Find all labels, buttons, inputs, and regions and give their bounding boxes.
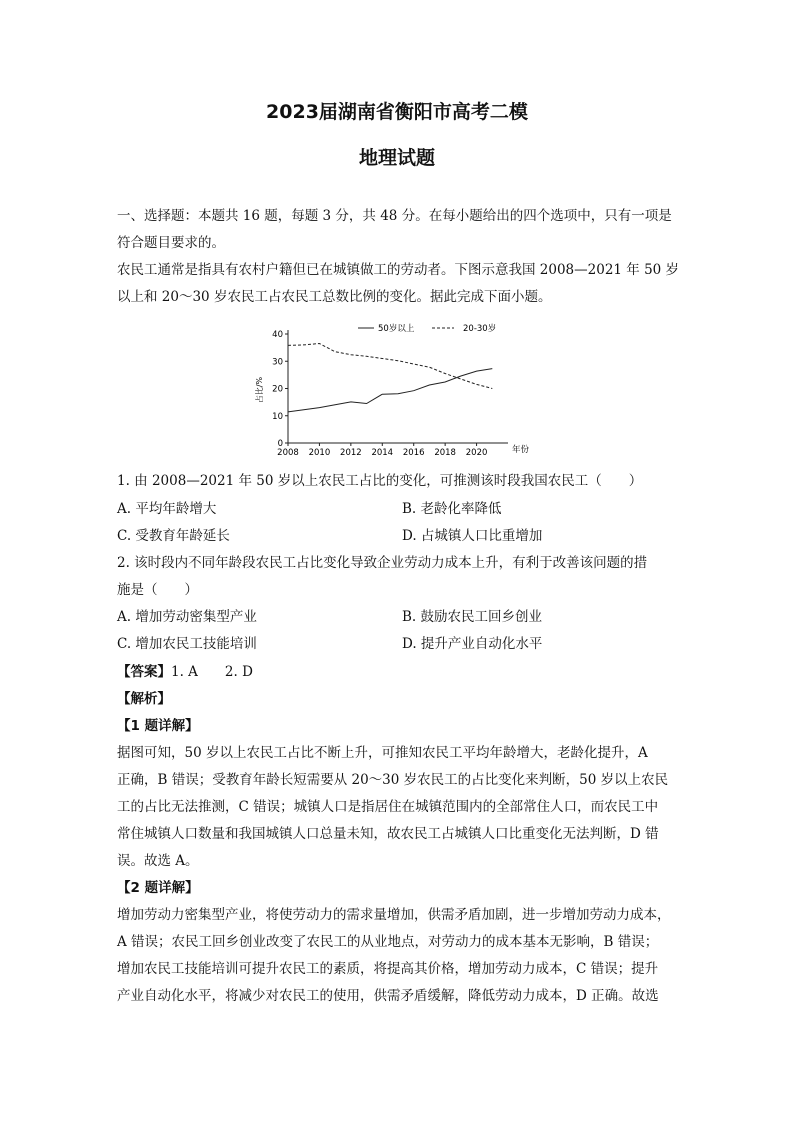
y-tick-label: 20	[272, 384, 283, 395]
x-tick-label: 2020	[465, 448, 488, 458]
line-chart	[250, 318, 550, 460]
q2-stem-line-1: 2. 该时段内不同年龄段农民工占比变化导致企业劳动力成本上升，有利于改善该问题的措	[117, 555, 648, 571]
y-tick-label: 30	[272, 357, 283, 368]
detail-1-line: 常住城镇人口数量和我国城镇人口总量未知，故农民工占城镇人口比重变化无法判断，D 错	[117, 826, 659, 842]
x-tick-label: 2010	[308, 448, 331, 458]
q2-option-c: C. 增加农民工技能培训	[117, 636, 257, 652]
q1-option-a: A. 平均年龄增大	[117, 501, 217, 517]
analysis-label: 【解析】	[117, 691, 171, 707]
x-ticks	[277, 443, 487, 458]
y-tick-label: 40	[272, 330, 283, 340]
intro-line-2: 以上和 20～30 岁农民工占农民工总数比例的变化。据此完成下面小题。	[117, 289, 552, 305]
detail-1-line: 工的占比无法推测，C 错误；城镇人口是指居住在城镇范围内的全部常住人口，而农民工中	[117, 799, 659, 815]
q1-option-d: D. 占城镇人口比重增加	[402, 528, 543, 544]
y-tick-label: 0	[277, 439, 283, 449]
chart-legend	[358, 323, 496, 334]
document-title: 2023届湖南省衡阳市高考二模	[266, 101, 528, 123]
legend-label-20-30: 20-30岁	[463, 324, 497, 334]
y-axis-label: 占比/%	[255, 376, 264, 404]
q1-stem: 1. 由 2008—2021 年 50 岁以上农民工占比的变化，可推测该时段我国农民工（ ）	[117, 473, 643, 489]
detail-2-line: 产业自动化水平，将减少对农民工的使用，供需矛盾缓解，降低劳动力成本，D 正确。故选	[117, 988, 659, 1004]
x-tick-label: 2016	[402, 448, 425, 458]
q2-stem-line-2: 施是（ ）	[117, 582, 198, 598]
detail-1-label: 【1 题详解】	[117, 718, 199, 734]
detail-2-label: 【2 题详解】	[117, 880, 199, 896]
document-subtitle: 地理试题	[358, 147, 435, 169]
x-tick-label: 2014	[371, 448, 394, 458]
answer-line	[117, 660, 253, 680]
intro-line-1: 农民工通常是指具有农村户籍但已在城镇做工的劳动者。下图示意我国 2008—2021 年 50 岁	[117, 262, 680, 278]
q2-option-b: B. 鼓励农民工回乡创业	[402, 609, 543, 625]
y-ticks	[272, 330, 288, 449]
section-instruction-line-1: 一、选择题：本题共 16 题，每题 3 分，共 48 分。在每小题给出的四个选项中，只有一项是	[117, 208, 672, 224]
answer-value: 1. A 2. D	[171, 664, 253, 680]
chart-axes	[288, 330, 508, 443]
section-instruction-line-2: 符合题目要求的。	[117, 235, 225, 251]
series-line-50plus	[288, 369, 492, 412]
detail-2-line: 增加农民工技能培训可提升农民工的素质，将提高其价格，增加劳动力成本，C 错误；提升	[117, 961, 659, 977]
q2-option-a: A. 增加劳动密集型产业	[117, 609, 257, 625]
x-tick-label: 2018	[434, 448, 456, 458]
answer-label: 【答案】	[117, 664, 171, 680]
detail-1-line: 正确，B 错误；受教育年龄长短需要从 20～30 岁农民工的占比变化来判断，50 岁以上农民	[117, 772, 669, 788]
legend-label-50plus: 50岁以上	[378, 324, 415, 334]
q1-option-c: C. 受教育年龄延长	[117, 528, 230, 544]
x-tick-label: 2012	[340, 448, 362, 458]
series-line-20-30	[288, 344, 492, 389]
chart-series	[288, 344, 492, 412]
detail-1-line: 误。故选 A。	[117, 853, 199, 869]
q2-option-d: D. 提升产业自动化水平	[402, 636, 543, 652]
x-axis-label: 年份	[512, 445, 530, 455]
q1-option-b: B. 老龄化率降低	[402, 501, 502, 517]
detail-2-line: A 错误；农民工回乡创业改变了农民工的从业地点，对劳动力的成本基本无影响，B 错误；	[117, 934, 659, 950]
detail-2-line: 增加劳动力密集型产业，将使劳动力的需求量增加，供需矛盾加剧，进一步增加劳动力成本，	[117, 907, 671, 923]
detail-1-line: 据图可知，50 岁以上农民工占比不断上升，可推知农民工平均年龄增大，老龄化提升，A	[117, 745, 648, 761]
y-tick-label: 10	[272, 411, 283, 422]
x-tick-label: 2008	[277, 448, 299, 458]
